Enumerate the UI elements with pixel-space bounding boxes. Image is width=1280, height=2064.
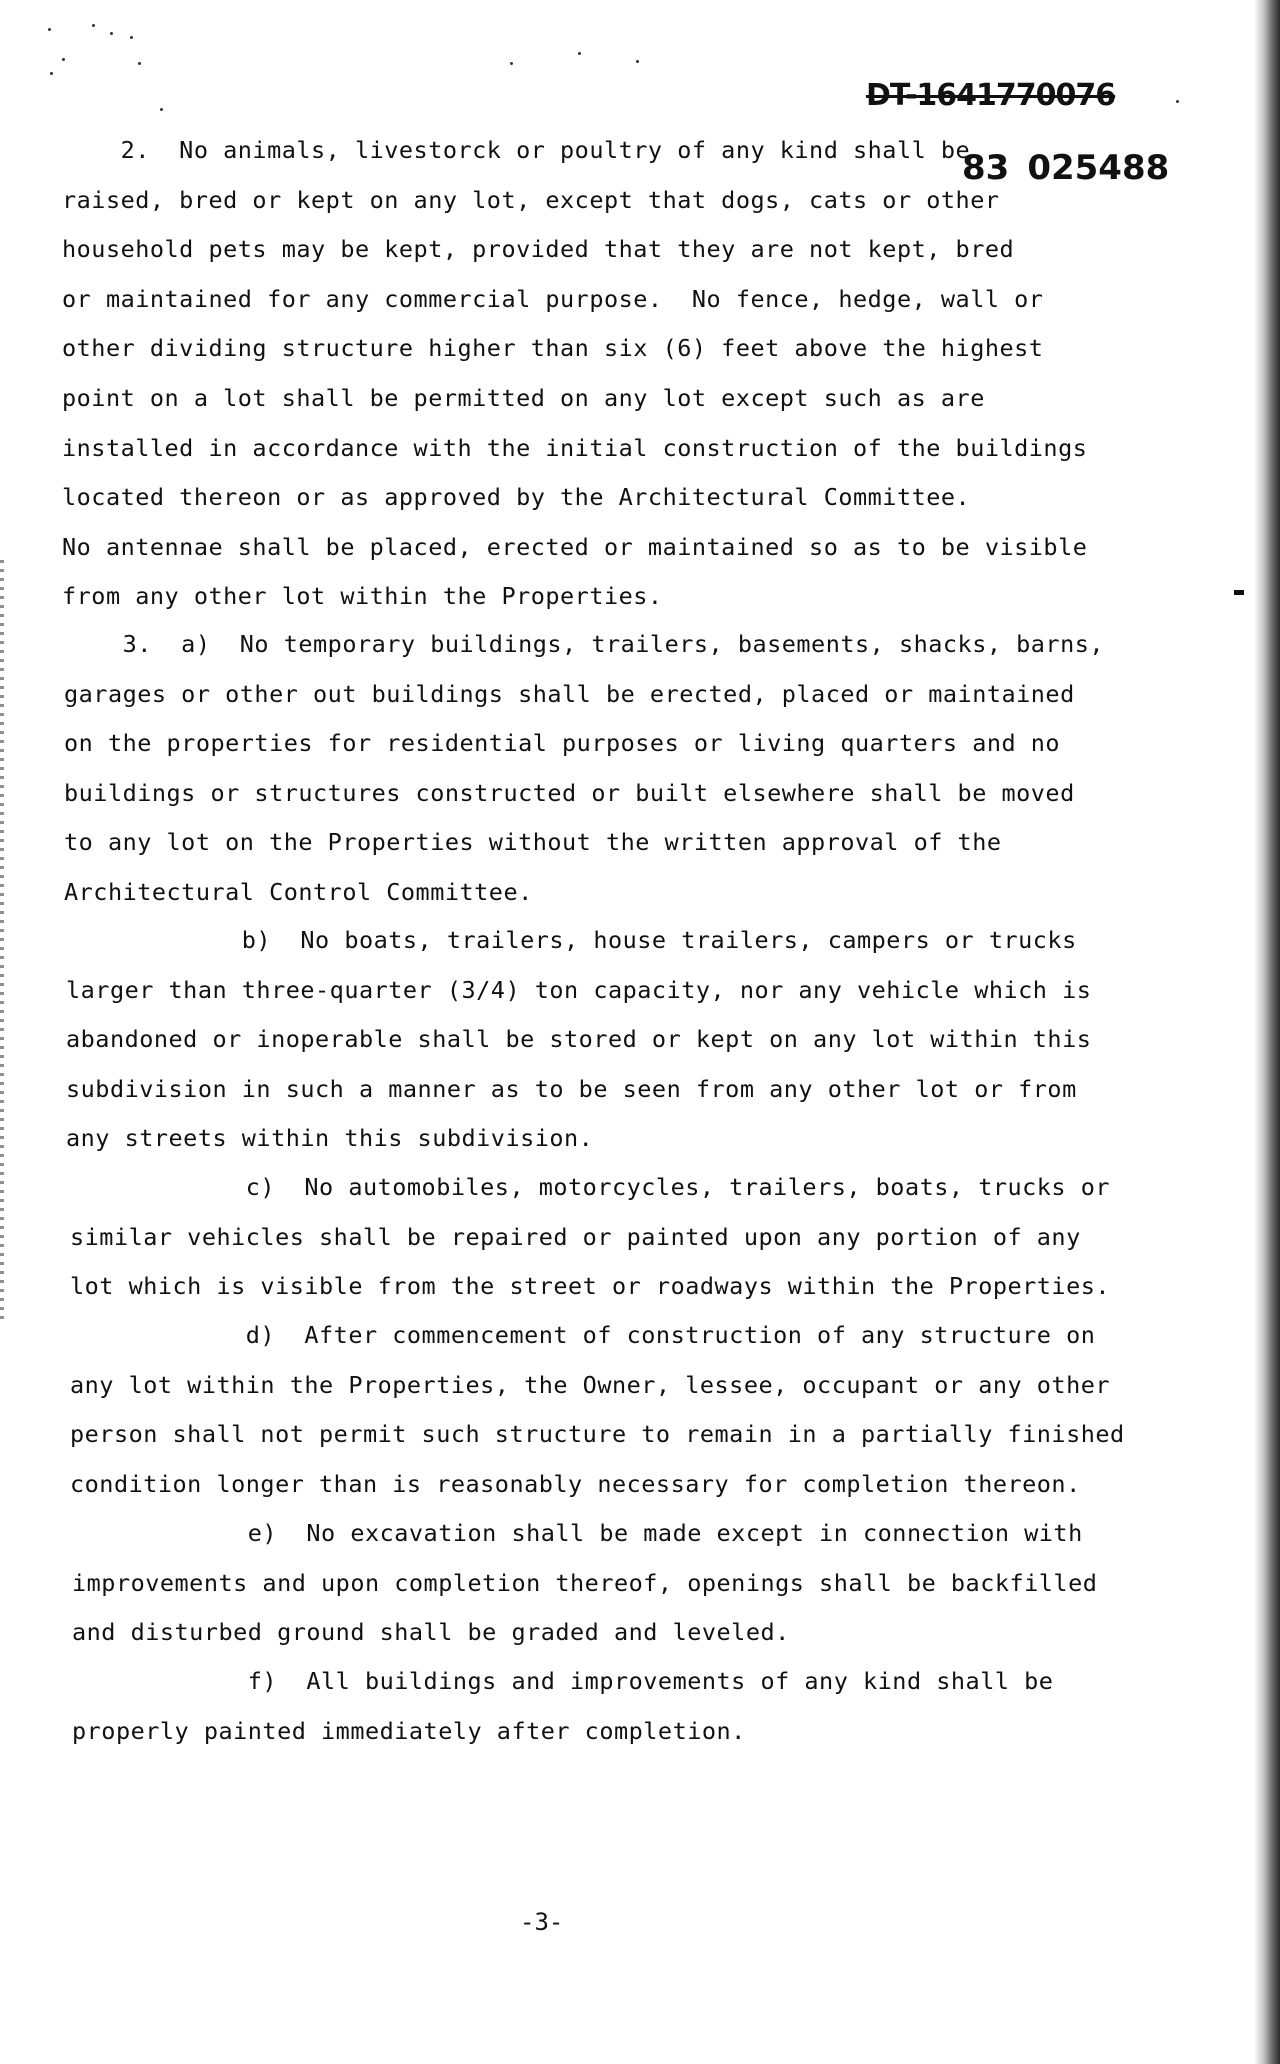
book-stamp — [962, 148, 1169, 188]
scan-speck — [130, 36, 133, 39]
recording-stamp-number: DT-1641770076 — [866, 78, 1116, 113]
scan-speck — [636, 60, 639, 63]
text-line: improvements and upon completion thereof, openings shall be backfilled — [72, 1568, 1098, 1597]
text-line: garages or other out buildings shall be erected, placed or maintained — [64, 679, 1075, 708]
book-number: 025488 — [1027, 148, 1170, 188]
text-line: buildings or structures constructed or built elsewhere shall be moved — [64, 778, 1075, 807]
text-line: 2. No animals, livestorck or poultry of any kind shall be — [62, 136, 971, 164]
text-line: subdivision in such a manner as to be seen from any other lot or from — [66, 1074, 1077, 1103]
scan-speck — [138, 62, 141, 65]
scan-speck — [62, 58, 65, 61]
text-line: installed in accordance with the initial construction of the buildings — [62, 433, 1088, 462]
text-line: abandoned or inoperable shall be stored or kept on any lot within this — [66, 1025, 1092, 1054]
text-line: d) After commencement of construction of any structure on — [70, 1321, 1096, 1349]
text-line: person shall not permit such structure to remain in a partially finished — [70, 1420, 1125, 1449]
text-line: c) No automobiles, motorcycles, trailers, boats, trucks or — [70, 1173, 1111, 1201]
text-line: condition longer than is reasonably necessary for completion thereon. — [70, 1469, 1081, 1498]
text-line: and disturbed ground shall be graded and leveled. — [72, 1618, 790, 1647]
text-line: any lot within the Properties, the Owner, lessee, occupant or any other — [70, 1370, 1111, 1399]
scan-speck — [160, 108, 163, 111]
text-line: 3. a) No temporary buildings, trailers, basements, shacks, barns, — [64, 630, 1105, 658]
scan-mark — [1234, 590, 1244, 595]
page-number: -3- — [520, 1908, 564, 1936]
text-line: located thereon or as approved by the Architectural Committee. — [62, 483, 971, 512]
scan-speck — [578, 52, 581, 55]
text-line: No antennae shall be placed, erected or maintained so as to be visible — [62, 532, 1088, 561]
text-line: e) No excavation shall be made except in connection with — [72, 1519, 1083, 1547]
text-line: larger than three-quarter (3/4) ton capacity, nor any vehicle which is — [66, 975, 1092, 1004]
scan-edge-shadow — [1254, 0, 1280, 2064]
scan-speck — [510, 62, 513, 65]
text-line: any streets within this subdivision. — [66, 1124, 594, 1153]
text-line: to any lot on the Properties without the written approval of the — [64, 828, 1002, 857]
text-line: raised, bred or kept on any lot, except that dogs, cats or other — [62, 185, 1000, 214]
text-line: other dividing structure higher than six (6) feet above the highest — [62, 334, 1044, 363]
scan-edge-left — [0, 560, 4, 1320]
text-line: f) All buildings and improvements of any kind shall be — [72, 1667, 1054, 1695]
book-prefix: 83 — [962, 148, 1010, 188]
text-line: household pets may be kept, provided that they are not kept, bred — [62, 235, 1015, 264]
text-line: properly painted immediately after completion. — [72, 1716, 746, 1745]
text-line: point on a lot shall be permitted on any lot except such as are — [62, 384, 985, 412]
scan-speck — [50, 72, 53, 75]
text-line: or maintained for any commercial purpose. No fence, hedge, wall or — [62, 284, 1044, 313]
text-line: from any other lot within the Properties. — [62, 582, 663, 611]
text-line: lot which is visible from the street or roadways within the Properties. — [70, 1272, 1111, 1301]
text-line: on the properties for residential purposes or living quarters and no — [64, 729, 1061, 758]
scan-speck — [110, 32, 113, 35]
scan-speck — [1176, 100, 1179, 103]
text-line: similar vehicles shall be repaired or painted upon any portion of any — [70, 1222, 1081, 1251]
text-line: Architectural Control Committee. — [64, 878, 533, 906]
scan-speck — [48, 28, 51, 31]
text-line: b) No boats, trailers, house trailers, campers or trucks — [66, 926, 1077, 954]
scan-speck — [92, 24, 95, 27]
